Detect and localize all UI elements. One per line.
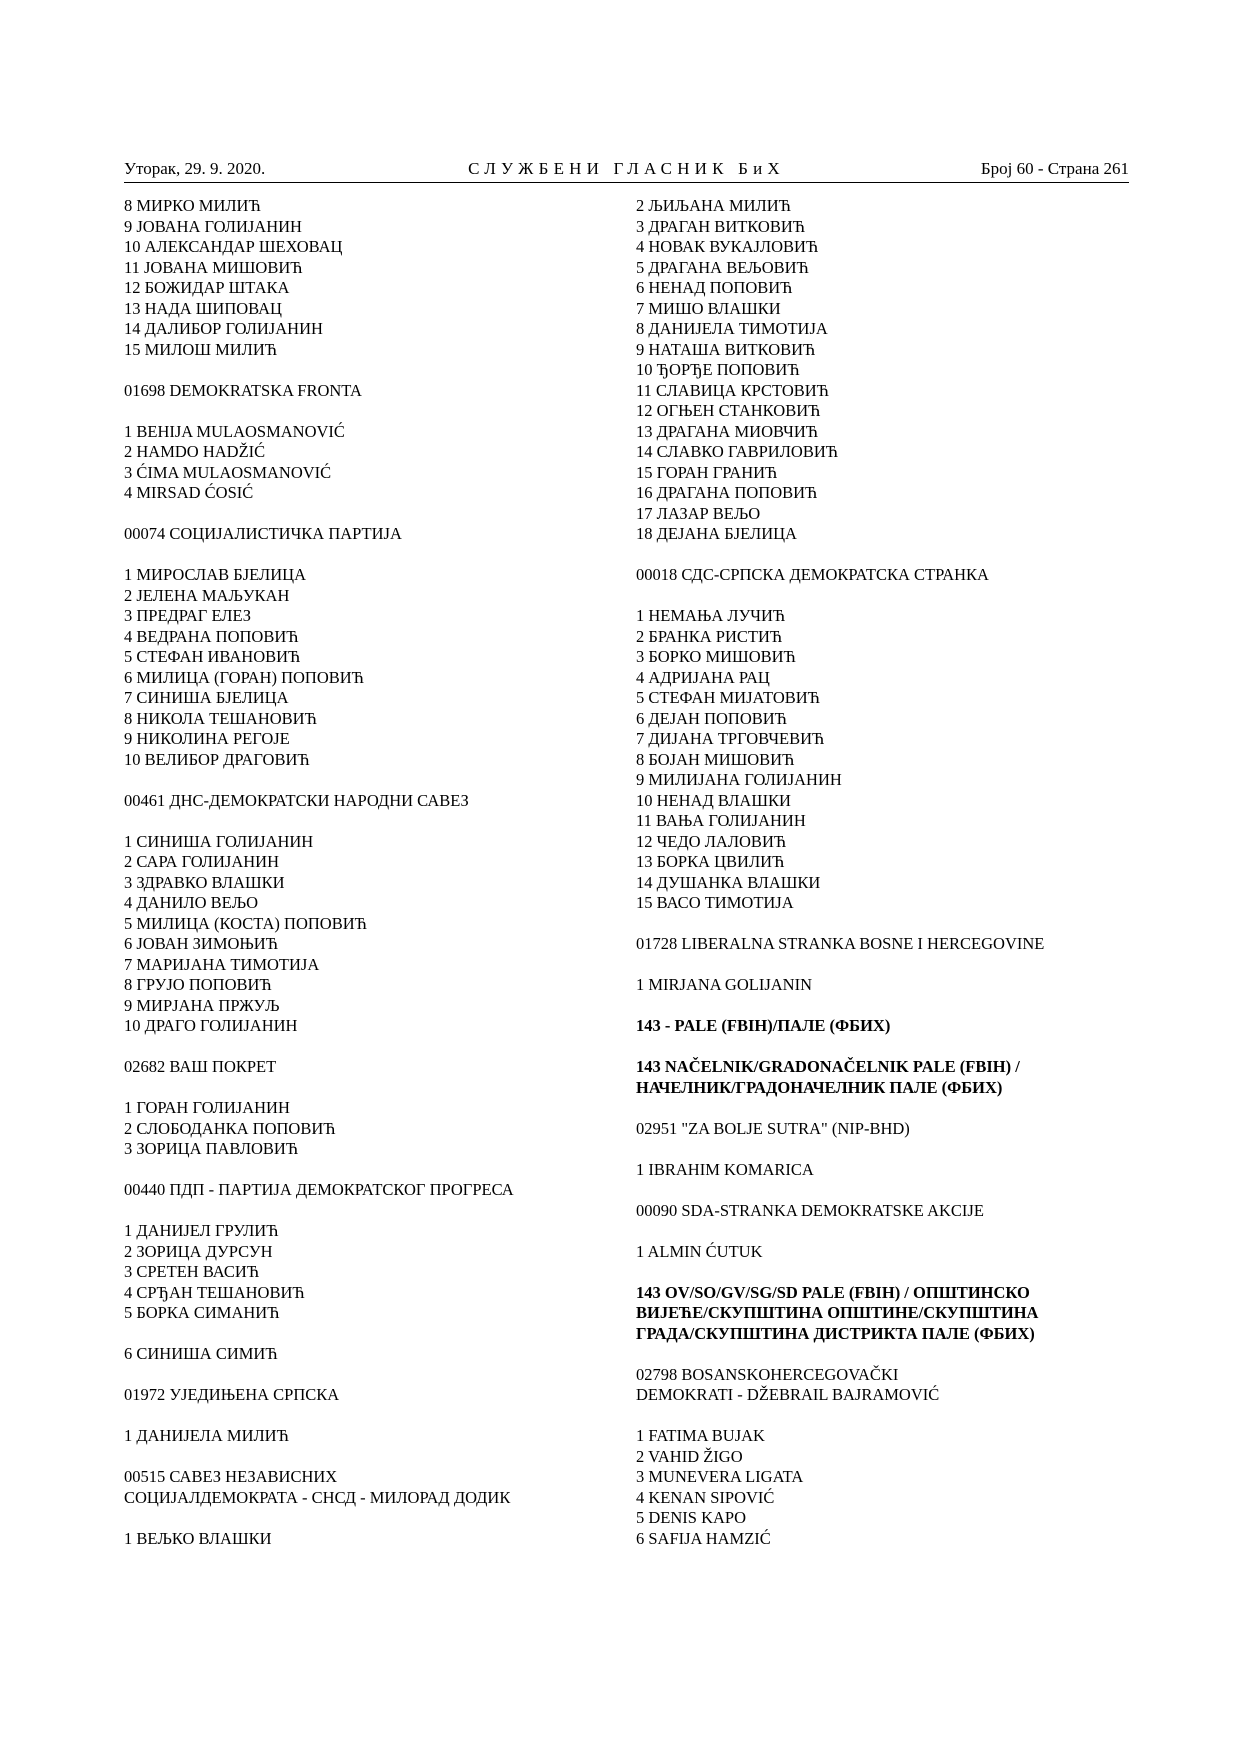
right-text-line: 13 ДРАГАНА МИОВЧИЋ bbox=[636, 421, 819, 441]
right-text-line: 7 МИШО ВЛАШКИ bbox=[636, 298, 781, 318]
blank-line bbox=[124, 1324, 614, 1345]
right-text-line: 00018 СДС-СРПСКА ДЕМОКРАТСКА СТРАНКА bbox=[636, 565, 989, 584]
left-text-line: 2 ЈЕЛЕНА МАЉУКАН bbox=[124, 585, 290, 605]
left-text-line: 10 ДРАГО ГОЛИЈАНИН bbox=[124, 1016, 298, 1035]
right-text-line: 15 ГОРАН ГРАНИЋ bbox=[636, 462, 778, 482]
header-title: СЛУЖБЕНИ ГЛАСНИК БиХ bbox=[468, 159, 785, 178]
right-text-line: 3 ДРАГАН ВИТКОВИЋ bbox=[636, 216, 805, 236]
blank-line bbox=[636, 1180, 1136, 1201]
left-text-line: 13 НАДА ШИПОВАЦ bbox=[124, 298, 282, 318]
right-text-line: 02798 BOSANSKOHERCEGOVAČKI bbox=[636, 1364, 899, 1384]
left-text-line: 00515 САВЕЗ НЕЗАВИСНИХ bbox=[124, 1467, 338, 1486]
blank-line bbox=[636, 914, 1136, 935]
left-text-line: 8 НИКОЛА ТЕШАНОВИЋ bbox=[124, 708, 317, 728]
left-text-line: 1 СИНИША ГОЛИЈАНИН bbox=[124, 831, 314, 851]
left-text-line: 3 СРЕТЕН ВАСИЋ bbox=[124, 1262, 260, 1281]
left-text-line: 7 МАРИЈАНА ТИМОТИЈА bbox=[124, 954, 320, 974]
blank-line bbox=[124, 770, 614, 791]
left-text-line: 1 ДАНИЈЕЛ ГРУЛИЋ bbox=[124, 1221, 279, 1240]
right-text-line: 11 ВАЊА ГОЛИЈАНИН bbox=[636, 811, 806, 830]
right-column bbox=[636, 196, 1136, 1549]
right-text-line: 12 ОГЊЕН СТАНКОВИЋ bbox=[636, 401, 821, 420]
left-text-line: 10 ВЕЛИБОР ДРАГОВИЋ bbox=[124, 749, 310, 769]
right-text-line: 4 НОВАК ВУКАЈЛОВИЋ bbox=[636, 237, 819, 256]
right-text-line: 1 MIRJANA GOLIJANIN bbox=[636, 975, 812, 994]
left-text-line: 6 СИНИША СИМИЋ bbox=[124, 1344, 278, 1363]
left-text-line: 10 АЛЕКСАНДАР ШЕХОВАЦ bbox=[124, 237, 343, 256]
header-page-number: Број 60 - Страна 261 bbox=[980, 159, 1129, 178]
left-text-line: 00461 ДНС-ДЕМОКРАТСКИ НАРОДНИ САВЕЗ bbox=[124, 790, 469, 810]
right-text-line: 01728 LIBERALNA STRANKA BOSNE I HERCEGOVINE bbox=[636, 934, 1045, 953]
blank-line bbox=[124, 811, 614, 832]
blank-line bbox=[124, 401, 614, 422]
right-section-heading: ГРАДА/СКУПШТИНА ДИСТРИКТА ПАЛЕ (ФБИХ) bbox=[636, 1323, 1035, 1343]
right-text-line: 1 ALMIN ĆUTUK bbox=[636, 1241, 763, 1261]
left-text-line: 14 ДАЛИБОР ГОЛИЈАНИН bbox=[124, 319, 323, 338]
blank-line bbox=[636, 1344, 1136, 1365]
blank-line bbox=[636, 1139, 1136, 1160]
right-text-line: 2 БРАНКА РИСТИЋ bbox=[636, 626, 783, 646]
left-text-line: 8 ГРУЈО ПОПОВИЋ bbox=[124, 975, 272, 994]
right-text-line: 12 ЧЕДО ЛАЛОВИЋ bbox=[636, 831, 787, 851]
left-text-line: 6 МИЛИЦА (ГОРАН) ПОПОВИЋ bbox=[124, 667, 364, 687]
right-text-line: 9 НАТАША ВИТКОВИЋ bbox=[636, 339, 816, 359]
right-text-line: 14 СЛАВКО ГАВРИЛОВИЋ bbox=[636, 442, 838, 461]
left-text-line: СОЦИЈАЛДЕМОКРАТА - СНСД - МИЛОРАД ДОДИК bbox=[124, 1487, 511, 1507]
left-text-line: 4 СРЂАН ТЕШАНОВИЋ bbox=[124, 1282, 305, 1302]
right-text-line: 5 DENIS KAPO bbox=[636, 1508, 747, 1527]
left-text-line: 7 СИНИША БЈЕЛИЦА bbox=[124, 688, 289, 707]
blank-line bbox=[124, 360, 614, 381]
right-text-line: 00090 SDA-STRANKA DEMOKRATSKE AKCIJE bbox=[636, 1200, 984, 1220]
left-text-line: 01972 УЈЕДИЊЕНА СРПСКА bbox=[124, 1385, 340, 1404]
blank-line bbox=[636, 1406, 1136, 1427]
blank-line bbox=[636, 1037, 1136, 1058]
left-text-line: 5 СТЕФАН ИВАНОВИЋ bbox=[124, 647, 301, 666]
blank-line bbox=[636, 1262, 1136, 1283]
right-text-line: 02951 "ZA BOLJE SUTRA" (NIP-BHD) bbox=[636, 1118, 910, 1138]
right-text-line: 2 VAHID ŽIGO bbox=[636, 1446, 743, 1466]
right-text-line: 13 БОРКА ЦВИЛИЋ bbox=[636, 852, 785, 871]
blank-line bbox=[636, 955, 1136, 976]
left-text-line: 2 ЗОРИЦА ДУРСУН bbox=[124, 1241, 273, 1261]
right-text-line: 2 ЉИЉАНА МИЛИЋ bbox=[636, 196, 791, 215]
right-text-line: 4 АДРИЈАНА РАЦ bbox=[636, 667, 770, 687]
right-text-line: 6 НЕНАД ПОПОВИЋ bbox=[636, 278, 793, 297]
left-text-line: 1 ВЕЉКО ВЛАШКИ bbox=[124, 1528, 272, 1548]
right-text-line: 8 ДАНИЈЕЛА ТИМОТИЈА bbox=[636, 319, 828, 338]
right-text-line: DEMOKRATI - DŽEBRAIL BAJRAMOVIĆ bbox=[636, 1385, 940, 1404]
left-column bbox=[124, 196, 614, 1549]
page-header bbox=[124, 158, 1129, 183]
right-text-line: 11 СЛАВИЦА КРСТОВИЋ bbox=[636, 380, 829, 400]
blank-line bbox=[636, 586, 1136, 607]
right-text-line: 3 БОРКО МИШОВИЋ bbox=[636, 647, 796, 666]
right-text-line: 7 ДИЈАНА ТРГОВЧЕВИЋ bbox=[636, 729, 825, 748]
left-text-line: 6 ЈОВАН ЗИМОЊИЋ bbox=[124, 934, 278, 953]
blank-line bbox=[124, 1078, 614, 1099]
right-text-line: 5 ДРАГАНА ВЕЉОВИЋ bbox=[636, 257, 809, 277]
left-text-line: 2 СЛОБОДАНКА ПОПОВИЋ bbox=[124, 1118, 336, 1138]
left-text-line: 3 ĆIMA MULAOSMANOVIĆ bbox=[124, 462, 332, 482]
right-section-heading: 143 - PALE (FBIH)/ПАЛЕ (ФБИХ) bbox=[636, 1016, 891, 1035]
blank-line bbox=[124, 1201, 614, 1222]
left-text-line: 2 САРА ГОЛИЈАНИН bbox=[124, 852, 279, 871]
right-text-line: 14 ДУШАНКА ВЛАШКИ bbox=[636, 872, 821, 892]
blank-line bbox=[124, 1160, 614, 1181]
blank-line bbox=[636, 1098, 1136, 1119]
blank-line bbox=[124, 1037, 614, 1058]
right-section-heading: ВИЈЕЋЕ/СКУПШТИНА ОПШТИНЕ/СКУПШТИНА bbox=[636, 1303, 1039, 1322]
right-text-line: 3 MUNEVERA LIGATA bbox=[636, 1467, 804, 1486]
blank-line bbox=[636, 545, 1136, 566]
left-text-line: 1 ДАНИЈЕЛА МИЛИЋ bbox=[124, 1426, 289, 1445]
right-text-line: 8 БОЈАН МИШОВИЋ bbox=[636, 749, 795, 769]
left-text-line: 1 BEHIJA MULAOSMANOVIĆ bbox=[124, 421, 345, 441]
blank-line bbox=[124, 1365, 614, 1386]
left-text-line: 5 БОРКА СИМАНИЋ bbox=[124, 1303, 280, 1322]
right-text-line: 9 МИЛИЈАНА ГОЛИЈАНИН bbox=[636, 770, 842, 789]
right-text-line: 15 ВАСО ТИМОТИЈА bbox=[636, 893, 794, 912]
right-text-line: 10 НЕНАД ВЛАШКИ bbox=[636, 790, 791, 810]
right-text-line: 4 KENAN SIPOVIĆ bbox=[636, 1487, 775, 1507]
right-section-heading: 143 NAČELNIK/GRADONAČELNIK PALE (FBIH) / bbox=[636, 1057, 1020, 1076]
right-text-line: 16 ДРАГАНА ПОПОВИЋ bbox=[636, 483, 818, 502]
left-text-line: 4 MIRSAD ĆOSIĆ bbox=[124, 483, 254, 502]
left-text-line: 00440 ПДП - ПАРТИЈА ДЕМОКРАТСКОГ ПРОГРЕСА bbox=[124, 1180, 514, 1199]
blank-line bbox=[124, 1406, 614, 1427]
left-text-line: 01698 DEMOKRATSKA FRONTA bbox=[124, 380, 362, 400]
right-section-heading: 143 OV/SO/GV/SG/SD PALE (FBIH) / ОПШТИНСКО bbox=[636, 1282, 1030, 1302]
left-text-line: 5 МИЛИЦА (КОСТА) ПОПОВИЋ bbox=[124, 913, 367, 933]
blank-line bbox=[124, 545, 614, 566]
left-text-line: 15 МИЛОШ МИЛИЋ bbox=[124, 339, 278, 359]
left-text-line: 9 МИРЈАНА ПРЖУЉ bbox=[124, 995, 280, 1015]
left-text-line: 3 ЗДРАВКО ВЛАШКИ bbox=[124, 872, 285, 892]
right-text-line: 5 СТЕФАН МИЈАТОВИЋ bbox=[636, 688, 820, 707]
left-text-line: 1 ГОРАН ГОЛИЈАНИН bbox=[124, 1098, 290, 1117]
right-text-line: 17 ЛАЗАР ВЕЉО bbox=[636, 503, 761, 523]
left-text-line: 12 БОЖИДАР ШТАКА bbox=[124, 278, 290, 297]
left-text-line: 4 ВЕДРАНА ПОПОВИЋ bbox=[124, 626, 299, 646]
left-text-line: 11 ЈОВАНА МИШОВИЋ bbox=[124, 257, 303, 277]
right-text-line: 10 ЂОРЂЕ ПОПОВИЋ bbox=[636, 360, 800, 379]
blank-line bbox=[636, 1221, 1136, 1242]
blank-line bbox=[636, 996, 1136, 1017]
left-text-line: 00074 СОЦИЈАЛИСТИЧКА ПАРТИЈА bbox=[124, 524, 402, 543]
right-text-line: 1 IBRAHIM KOMARICA bbox=[636, 1159, 814, 1179]
left-text-line: 9 ЈОВАНА ГОЛИЈАНИН bbox=[124, 216, 302, 236]
blank-line bbox=[124, 1508, 614, 1529]
right-text-line: 6 ДЕЈАН ПОПОВИЋ bbox=[636, 708, 787, 728]
right-section-heading: НАЧЕЛНИК/ГРАДОНАЧЕЛНИК ПАЛЕ (ФБИХ) bbox=[636, 1077, 1003, 1097]
left-text-line: 8 МИРКО МИЛИЋ bbox=[124, 196, 261, 215]
header-date: Уторак, 29. 9. 2020. bbox=[124, 159, 266, 178]
right-text-line: 1 FATIMA BUJAK bbox=[636, 1426, 765, 1445]
right-text-line: 18 ДЕЈАНА БЈЕЛИЦА bbox=[636, 524, 797, 543]
blank-line bbox=[124, 504, 614, 525]
left-text-line: 3 ПРЕДРАГ ЕЛЕЗ bbox=[124, 606, 252, 625]
left-text-line: 1 МИРОСЛАВ БЈЕЛИЦА bbox=[124, 565, 306, 584]
left-text-line: 02682 ВАШ ПОКРЕТ bbox=[124, 1057, 277, 1076]
right-text-line: 6 SAFIJA HAMZIĆ bbox=[636, 1528, 771, 1548]
right-text-line: 1 НЕМАЊА ЛУЧИЋ bbox=[636, 606, 786, 625]
left-text-line: 2 HAMDO HADŽIĆ bbox=[124, 442, 266, 461]
left-text-line: 9 НИКОЛИНА РЕГОЈЕ bbox=[124, 729, 290, 748]
left-text-line: 3 ЗОРИЦА ПАВЛОВИЋ bbox=[124, 1139, 299, 1158]
left-text-line: 4 ДАНИЛО ВЕЉО bbox=[124, 893, 258, 912]
blank-line bbox=[124, 1447, 614, 1468]
